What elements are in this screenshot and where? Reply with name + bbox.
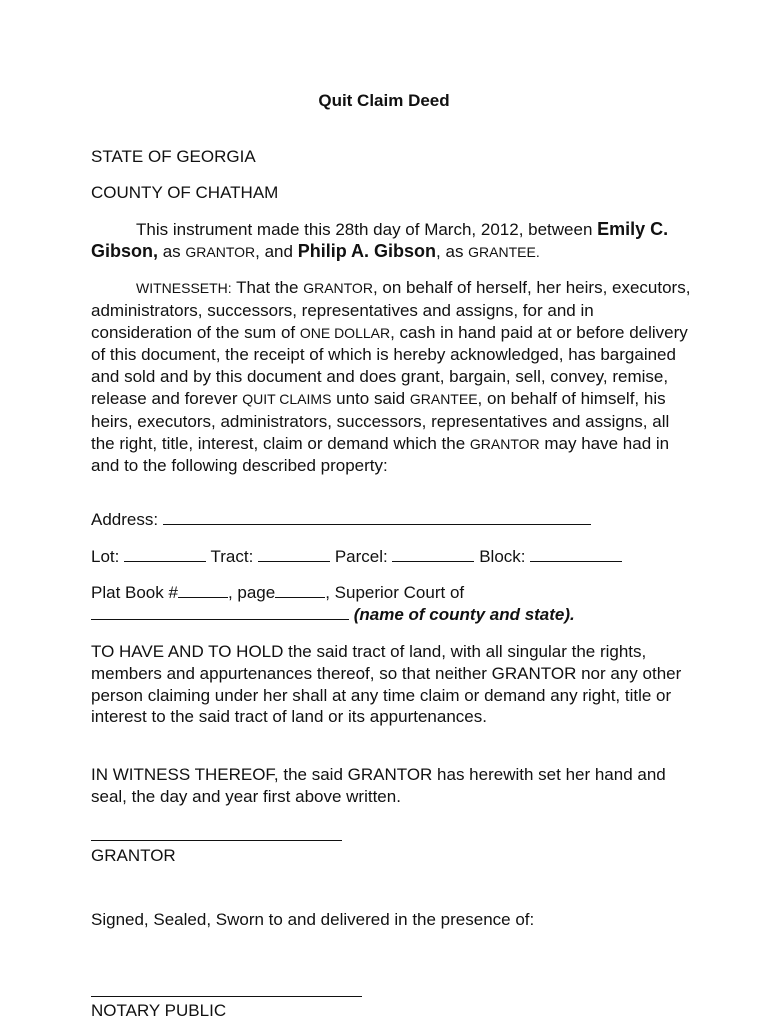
instrument-intro: This instrument made this 28th day of March, 2012, between bbox=[136, 220, 593, 239]
witnesseth-t3: , cash in hand paid at or before delivery of this document, the receipt of which is hereby acknowledged, has bargained and sold and by this document and does grant, bargain, sell, convey, remise, release and forever bbox=[91, 322, 688, 408]
habendum-paragraph: TO HAVE AND TO HOLD the said tract of land, with all singular the rights, members and appurtenances thereof, so that neither GRANTOR nor any other person claiming under her shall at any time claim or demand any right, title or interest to the said tract of land or its appurtenances. bbox=[91, 642, 682, 727]
document-title: Quit Claim Deed bbox=[318, 91, 450, 110]
presence-text: Signed, Sealed, Sworn to and delivered in the presence of: bbox=[91, 910, 535, 929]
lot-tract-parcel-block-line bbox=[91, 546, 622, 568]
witnesseth-t6: may have had in and to the following described property: bbox=[91, 433, 670, 476]
plat-book-label: Plat Book # bbox=[91, 583, 178, 602]
tract-blank[interactable] bbox=[258, 546, 330, 562]
address-line bbox=[91, 509, 591, 531]
grantor-signature-line[interactable] bbox=[91, 840, 342, 841]
one-dollar: ONE DOLLAR bbox=[299, 324, 391, 341]
county-line: COUNTY OF CHATHAM bbox=[91, 183, 279, 202]
parcel-blank[interactable] bbox=[392, 546, 474, 562]
witnesseth-paragraph bbox=[91, 277, 691, 477]
witnesseth-t2: , on behalf of herself, her heirs, executors, administrators, successors, representatives and assigns, for and in consideration of the sum of bbox=[91, 278, 691, 342]
plat-page-blank[interactable] bbox=[275, 582, 325, 598]
state-line: STATE OF GEORGIA bbox=[91, 147, 256, 166]
tract-label: Tract: bbox=[210, 547, 254, 566]
grantee-word: GRANTEE. bbox=[468, 243, 540, 260]
plat-book-blank[interactable] bbox=[178, 582, 228, 598]
as-text-2: , as bbox=[436, 241, 469, 261]
grantee-name: Philip A. Gibson bbox=[297, 240, 437, 261]
as-text-1: as bbox=[158, 241, 186, 261]
county-state-blank[interactable] bbox=[91, 604, 349, 620]
and-text: , and bbox=[255, 241, 298, 261]
address-label: Address: bbox=[91, 510, 159, 529]
grantor-word: GRANTOR bbox=[185, 243, 256, 260]
plat-line bbox=[91, 582, 464, 604]
witnesseth-grantor-2: GRANTOR bbox=[469, 435, 540, 452]
lot-blank[interactable] bbox=[124, 546, 206, 562]
notary-signature-line[interactable] bbox=[91, 996, 362, 997]
county-state-hint: (name of county and state). bbox=[353, 605, 575, 624]
block-label: Block: bbox=[479, 547, 526, 566]
lot-label: Lot: bbox=[91, 547, 120, 566]
witnesseth-t5: , on behalf of himself, his heirs, executors, administrators, successors, representatives and assigns, all the right, title, interest, claim or demand which the bbox=[91, 388, 670, 453]
block-blank[interactable] bbox=[530, 546, 622, 562]
witnesseth-t4: unto said bbox=[331, 388, 410, 408]
grantor-signature-label: GRANTOR bbox=[91, 846, 176, 865]
witnesseth-lead: WITNESSETH: bbox=[136, 280, 232, 296]
quit-claims: QUIT CLAIMS bbox=[242, 390, 332, 407]
parcel-label: Parcel: bbox=[334, 547, 388, 566]
witnesseth-grantor: GRANTOR bbox=[303, 280, 373, 296]
witnesseth-t1: That the bbox=[231, 278, 304, 297]
grantor-name: Emily C. Gibson, bbox=[91, 219, 669, 261]
instrument-paragraph bbox=[91, 219, 691, 264]
address-blank[interactable] bbox=[163, 509, 591, 525]
superior-court-label: , Superior Court of bbox=[325, 583, 465, 602]
witnesseth-grantee: GRANTEE bbox=[409, 390, 478, 407]
plat-page-label: , page bbox=[227, 583, 276, 602]
witness-clause: IN WITNESS THEREOF, the said GRANTOR has herewith set her hand and seal, the day and year first above written. bbox=[91, 765, 666, 806]
county-state-line bbox=[91, 604, 575, 626]
notary-label: NOTARY PUBLIC bbox=[91, 1001, 227, 1020]
